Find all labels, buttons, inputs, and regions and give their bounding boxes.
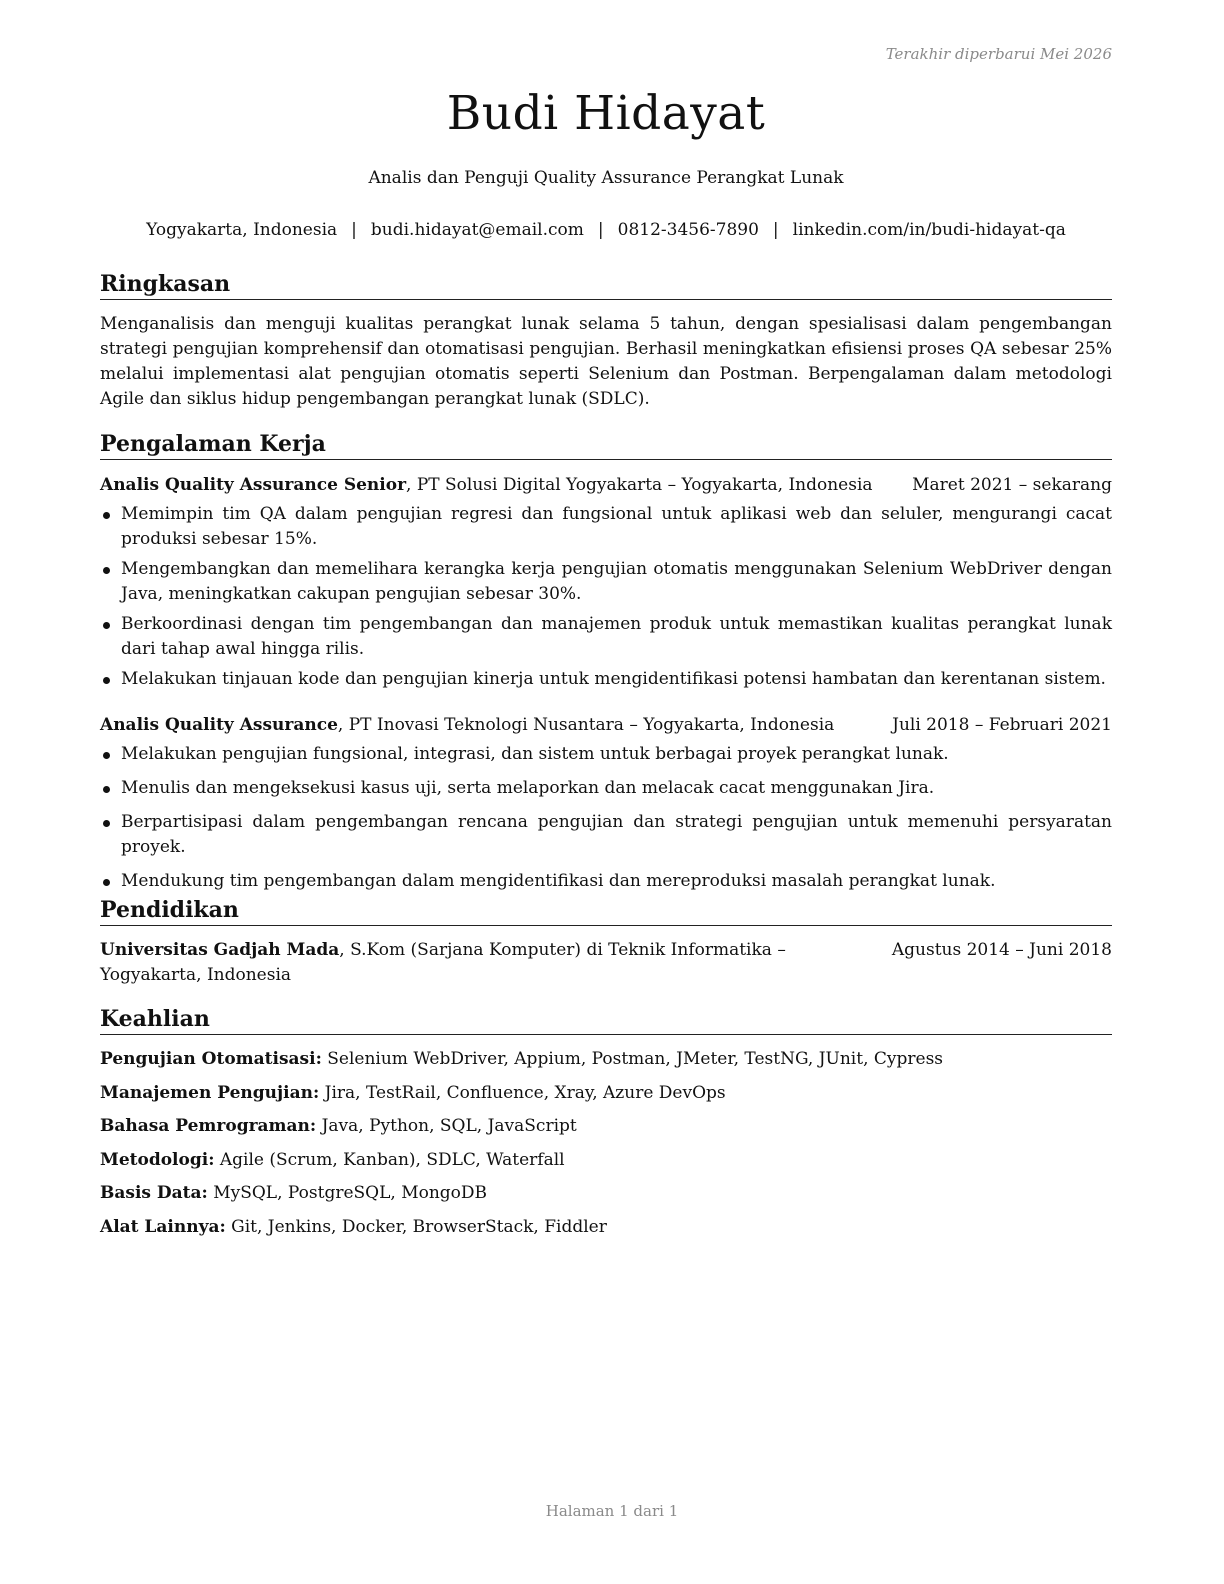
skill-line	[100, 1047, 1112, 1072]
section-title-experience: Pengalaman Kerja	[100, 430, 1112, 460]
contact-separator: |	[351, 220, 357, 240]
contact-separator: |	[597, 220, 604, 240]
education-dates: Agustus 2014 – Juni 2018	[891, 940, 1112, 960]
section-title-skills: Keahlian	[100, 1005, 1112, 1035]
skill-line	[100, 1181, 1112, 1206]
contact-location: Yogyakarta, Indonesia	[146, 220, 338, 240]
skill-value: Java, Python, SQL, JavaScript	[316, 1116, 577, 1137]
last-updated-note: Terakhir diperbarui Mei 2026	[885, 45, 1112, 63]
job-bullet: Memimpin tim QA dalam pengujian regresi dan fungsional untuk aplikasi web dan seluler, mengurangi cacat produksi sebesar 15%.	[100, 502, 1112, 552]
skill-label: Alat Lainnya:	[100, 1216, 226, 1237]
skill-line	[100, 1148, 1112, 1173]
education-school: Universitas Gadjah Mada	[100, 940, 340, 960]
candidate-name: Budi Hidayat	[446, 86, 766, 141]
skill-value: Selenium WebDriver, Appium, Postman, JMeter, TestNG, JUnit, Cypress	[321, 1049, 944, 1069]
job-company: , PT Solusi Digital Yogyakarta – Yogyakarta, Indonesia	[406, 475, 873, 495]
skill-label: Manajemen Pengujian:	[100, 1082, 320, 1103]
contact-separator: |	[772, 220, 779, 240]
summary-text: Menganalisis dan menguji kualitas perangkat lunak selama 5 tahun, dengan spesialisasi dalam pengembangan strategi pengujian komprehensif dan otomatisasi pengujian. Berhasil meningkatkan efisiensi proses QA sebesar 25% melalui implementasi alat pengujian otomatis seperti Selenium dan Postman. Berpengalaman dalam metodologi Agile dan siklus hidup pengembangan perangkat lunak (SDLC).	[100, 314, 1112, 409]
job-bullet: Berkoordinasi dengan tim pengembangan dan manajemen produk untuk memastikan kualitas perangkat lunak dari tahap awal hingga rilis.	[100, 612, 1112, 662]
job-header	[100, 712, 1112, 738]
job-company: , PT Inovasi Teknologi Nusantara – Yogyakarta, Indonesia	[337, 715, 835, 735]
skill-value: Agile (Scrum, Kanban), SDLC, Waterfall	[214, 1149, 565, 1170]
skill-line	[100, 1081, 1112, 1106]
job-bullet: Mengembangkan dan memelihara kerangka kerja pengujian otomatis menggunakan Selenium WebDriver dengan Java, meningkatkan cakupan pengujian sebesar 30%.	[100, 557, 1112, 607]
summary-section	[100, 270, 1112, 412]
job-bullets	[100, 502, 1112, 692]
skill-label: Basis Data:	[100, 1183, 208, 1204]
skill-value: Git, Jenkins, Docker, BrowserStack, Fiddler	[225, 1216, 607, 1237]
job-bullet: Berpartisipasi dalam pengembangan rencana pengujian dan strategi pengujian untuk memenuhi persyaratan proyek.	[100, 810, 1112, 860]
job-bullet: Melakukan pengujian fungsional, integrasi, dan sistem untuk berbagai proyek perangkat lunak.	[100, 742, 1112, 767]
section-title-summary: Ringkasan	[100, 270, 1112, 300]
contact-email[interactable]: budi.hidayat@email.com	[370, 220, 584, 240]
skill-line	[100, 1215, 1112, 1240]
skills-section	[100, 1005, 1112, 1249]
job-bullet: Mendukung tim pengembangan dalam mengidentifikasi dan mereproduksi masalah perangkat lunak.	[100, 869, 1112, 894]
contact-linkedin[interactable]: linkedin.com/in/budi-hidayat-qa	[792, 220, 1066, 240]
job-entry	[100, 712, 1112, 894]
job-bullet: Menulis dan mengeksekusi kasus uji, serta melaporkan dan melacak cacat menggunakan Jira.	[100, 776, 1112, 801]
experience-section	[100, 430, 1112, 903]
contact-phone: 0812-3456-7890	[617, 220, 759, 240]
skill-value: Jira, TestRail, Confluence, Xray, Azure DevOps	[319, 1082, 726, 1103]
job-entry	[100, 472, 1112, 692]
job-bullet: Melakukan tinjauan kode dan pengujian kinerja untuk mengidentifikasi potensi hambatan dan kerentanan sistem.	[100, 667, 1112, 692]
job-header	[100, 472, 1112, 498]
job-dates: Maret 2021 – sekarang	[912, 475, 1112, 495]
education-degree: , S.Kom (Sarjana Komputer) di Teknik Informatika – Yogyakarta, Indonesia	[100, 940, 786, 985]
skill-label: Metodologi:	[100, 1149, 215, 1170]
job-position: Analis Quality Assurance	[100, 715, 338, 735]
skill-label: Bahasa Pemrograman:	[100, 1116, 317, 1137]
education-section	[100, 896, 1112, 988]
job-bullets	[100, 742, 1112, 894]
candidate-role: Analis dan Penguji Quality Assurance Perangkat Lunak	[368, 168, 844, 188]
job-dates: Juli 2018 – Februari 2021	[892, 715, 1112, 735]
skill-line	[100, 1114, 1112, 1139]
skill-label: Pengujian Otomatisasi:	[100, 1049, 322, 1069]
page-footer: Halaman 1 dari 1	[545, 1502, 679, 1520]
contact-line	[100, 220, 1112, 240]
section-title-education: Pendidikan	[100, 896, 1112, 926]
education-entry	[100, 938, 1112, 988]
job-position: Analis Quality Assurance Senior	[100, 475, 407, 495]
skill-value: MySQL, PostgreSQL, MongoDB	[207, 1183, 488, 1204]
